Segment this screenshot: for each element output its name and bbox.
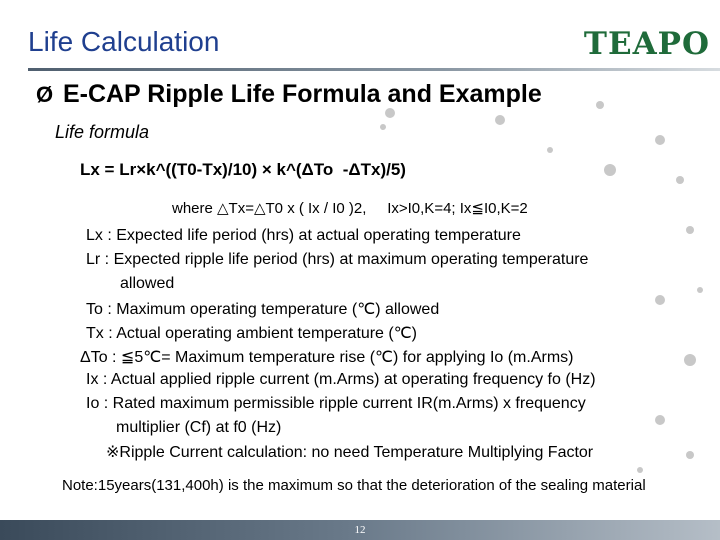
page-title: Life Calculation (28, 26, 220, 57)
definition-io: Io : Rated maximum permissible ripple current IR(m.Arms) x frequency (86, 395, 586, 412)
section-heading (36, 80, 542, 109)
definition-delta-to: ΔTo : ≦5℃= Maximum temperature rise (℃) for applying Io (m.Arms) (80, 349, 574, 366)
life-formula-equation: Lx = Lr×k^((T0-Tx)/10) × k^(ΔTo -ΔTx)/5) (80, 160, 406, 179)
teapo-logo: TEAPO (583, 26, 710, 62)
footnote: Note:15years(131,400h) is the maximum so that the deterioration of the sealing material (62, 477, 646, 494)
definition-lx: Lx : Expected life period (hrs) at actual operating temperature (86, 227, 521, 244)
section-heading-text: E-CAP Ripple Life Formula and Example (62, 80, 542, 108)
definition-lr-cont: allowed (120, 275, 175, 292)
title-divider (28, 68, 720, 71)
ripple-current-remark: ※Ripple Current calculation: no need Temperature Multiplying Factor (106, 444, 594, 461)
definition-tx: Tx : Actual operating ambient temperature (℃) (86, 325, 418, 342)
definition-lr: Lr : Expected ripple life period (hrs) at maximum operating temperature (86, 251, 589, 268)
definition-ix: Ix : Actual applied ripple current (m.Arms) at operating frequency fo (Hz) (86, 371, 596, 388)
where-clause: where △Tx=△T0 x ( Ix / I0 )2, Ix>I0,K=4; Ix≦I0,K=2 (172, 200, 528, 217)
life-formula-label: Life formula (55, 122, 150, 142)
definition-io-cont: multiplier (Cf) at f0 (Hz) (116, 419, 282, 436)
page-number: 12 (354, 524, 366, 536)
arrow-bullet-icon: Ø (36, 82, 54, 107)
definition-to: To : Maximum operating temperature (℃) allowed (86, 301, 440, 318)
